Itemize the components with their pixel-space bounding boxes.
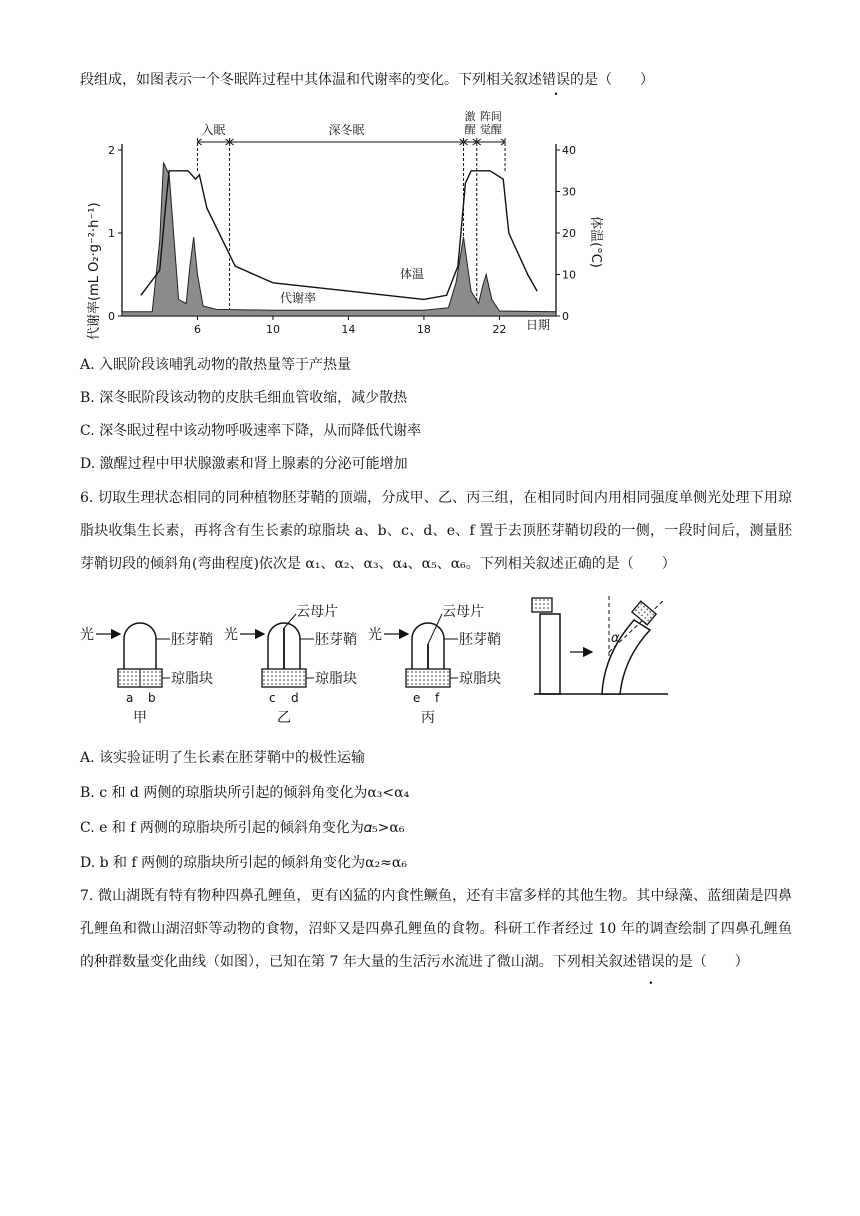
straight-coleoptile (540, 614, 560, 694)
agar-label: 琼脂块 (459, 671, 501, 687)
q7-stem-end: 的是（ ） (664, 954, 749, 970)
y-right-tick-label: 10 (562, 268, 576, 282)
q5-stem-text: 段组成，如图表示一个冬眠阵过程中其体温和代谢率的变化。下列相关叙述 (80, 72, 542, 88)
mica-label: 云母片 (442, 604, 484, 620)
y-right-label: 体温(°C) (588, 216, 603, 268)
x-tick-label: 6 (193, 323, 201, 336)
y-left-tick-label: 2 (108, 144, 115, 157)
hibernation-chart (80, 110, 603, 340)
y-left-label: 代谢率(mL O₂·g⁻²·h⁻¹) (87, 202, 102, 340)
agar-block (406, 669, 450, 687)
group-yi (224, 603, 357, 726)
coleoptile-label: 胚芽鞘 (459, 632, 501, 648)
metabolic-rate-area (122, 162, 556, 316)
angle-label: α (611, 631, 620, 646)
x-tick-label: 14 (341, 323, 356, 336)
q5-option-a: A. 入眠阶段该哺乳动物的散热量等于产热量 (80, 357, 352, 373)
q7-stem-text: 7. 微山湖既有特有物种四鼻孔鲤鱼，更有凶猛的内食性鳜鱼，还有丰富多样的其他生物。其中绿藻、蓝细菌是四鼻孔鲤鱼和微山湖沼虾等动物的食物，沼虾又是四鼻孔鲤鱼的食物。科研工作者经过 10 年的调查绘制了四鼻孔鲤鱼的种群数量变化曲线（如图），已知在第 7 年大量的生活污水流进了微山湖。下列相关叙述 (80, 888, 792, 970)
y-right-tick-label: 40 (562, 144, 576, 157)
q6-option-c: C. e 和 f 两侧的琼脂块所引起的倾斜角变化为𝛼₅>α₆ (80, 820, 405, 836)
q5-option-c: C. 深冬眠过程中该动物呼吸速率下降，从而降低代谢率 (80, 423, 422, 439)
agar-on-top (532, 598, 552, 612)
block-b: b (148, 691, 156, 705)
y-left-tick-label: 0 (108, 310, 115, 323)
stage-label: 阵间 (479, 110, 502, 123)
agar-label: 琼脂块 (315, 671, 357, 687)
q6-option-a: A. 该实验证明了生长素在胚芽鞘中的极性运输 (80, 750, 366, 766)
x-tick-label: 10 (265, 323, 280, 336)
stage-label: 觉醒 (479, 123, 502, 136)
group-bing (368, 603, 501, 726)
body-temperature-line (141, 171, 537, 300)
series-label-temp: 体温 (400, 267, 425, 281)
x-tick-label: 18 (416, 323, 431, 336)
y-right-tick-label: 20 (562, 227, 576, 240)
group-label: 丙 (421, 710, 435, 726)
stage-label: 激 (464, 110, 476, 123)
q7-stem-emphasis: 错误 (636, 954, 665, 970)
q5-option-b: B. 深冬眠阶段该动物的皮肤毛细血管收缩，减少散热 (80, 390, 408, 406)
bending-diagram (532, 596, 668, 694)
q5-stem-emphasis: 错误 (542, 72, 570, 88)
coleoptile-label: 胚芽鞘 (315, 632, 357, 648)
block-c: c (269, 691, 276, 705)
block-d: d (291, 691, 299, 705)
coleoptile-label: 胚芽鞘 (171, 632, 213, 648)
mica-label: 云母片 (296, 604, 338, 620)
q5-option-d: D. 激醒过程中甲状腺激素和肾上腺素的分泌可能增加 (80, 456, 408, 472)
q5-stem (80, 70, 654, 90)
agar-block (262, 669, 306, 687)
y-left-tick-label: 1 (108, 227, 115, 240)
group-label: 甲 (133, 710, 147, 726)
q6-option-b: B. c 和 d 两侧的琼脂块所引起的倾斜角变化为α₃<α₄ (80, 785, 410, 801)
group-jia (80, 623, 213, 726)
stage-label: 深冬眠 (328, 123, 365, 137)
stage-label: 醒 (464, 123, 476, 136)
coleoptile-figure (78, 594, 678, 734)
x-tick-label: 22 (492, 323, 507, 336)
light-label: 光 (368, 627, 382, 643)
agar-label: 琼脂块 (171, 671, 213, 687)
y-right-tick-label: 30 (562, 185, 576, 199)
block-a: a (126, 691, 134, 705)
stage-label: 入眠 (201, 123, 226, 137)
q6-option-d: D. b 和 f 两侧的琼脂块所引起的倾斜角变化为α₂≈α₆ (80, 855, 407, 871)
x-axis-label: 日期 (526, 318, 551, 332)
y-right-tick-label: 0 (562, 310, 569, 323)
chart-series (122, 162, 556, 316)
coleoptile-tip (124, 623, 156, 664)
q7-stem (80, 880, 792, 979)
block-f: f (435, 691, 440, 705)
light-label: 光 (224, 627, 238, 643)
q5-stem-end: 的是（ ） (570, 72, 654, 88)
light-label: 光 (80, 627, 94, 643)
q6-stem: 6. 切取生理状态相同的同种植物胚芽鞘的顶端，分成甲、乙、丙三组，在相同时间内用相同强度单侧光处理下用琼脂块收集生长素，再将含有生长素的琼脂块 a、b、c、d、e、f 置于去顶胚芽鞘切段的一侧，一段时间后，测量胚芽鞘切段的倾斜角(弯曲程度)依次是 α₁、α₂、α₃、α₄、α₅、α₆。下列相关叙述正确的是（ ） (80, 490, 792, 572)
group-label: 乙 (277, 710, 291, 726)
block-e: e (413, 691, 421, 705)
series-label-metab: 代谢率 (280, 291, 317, 305)
